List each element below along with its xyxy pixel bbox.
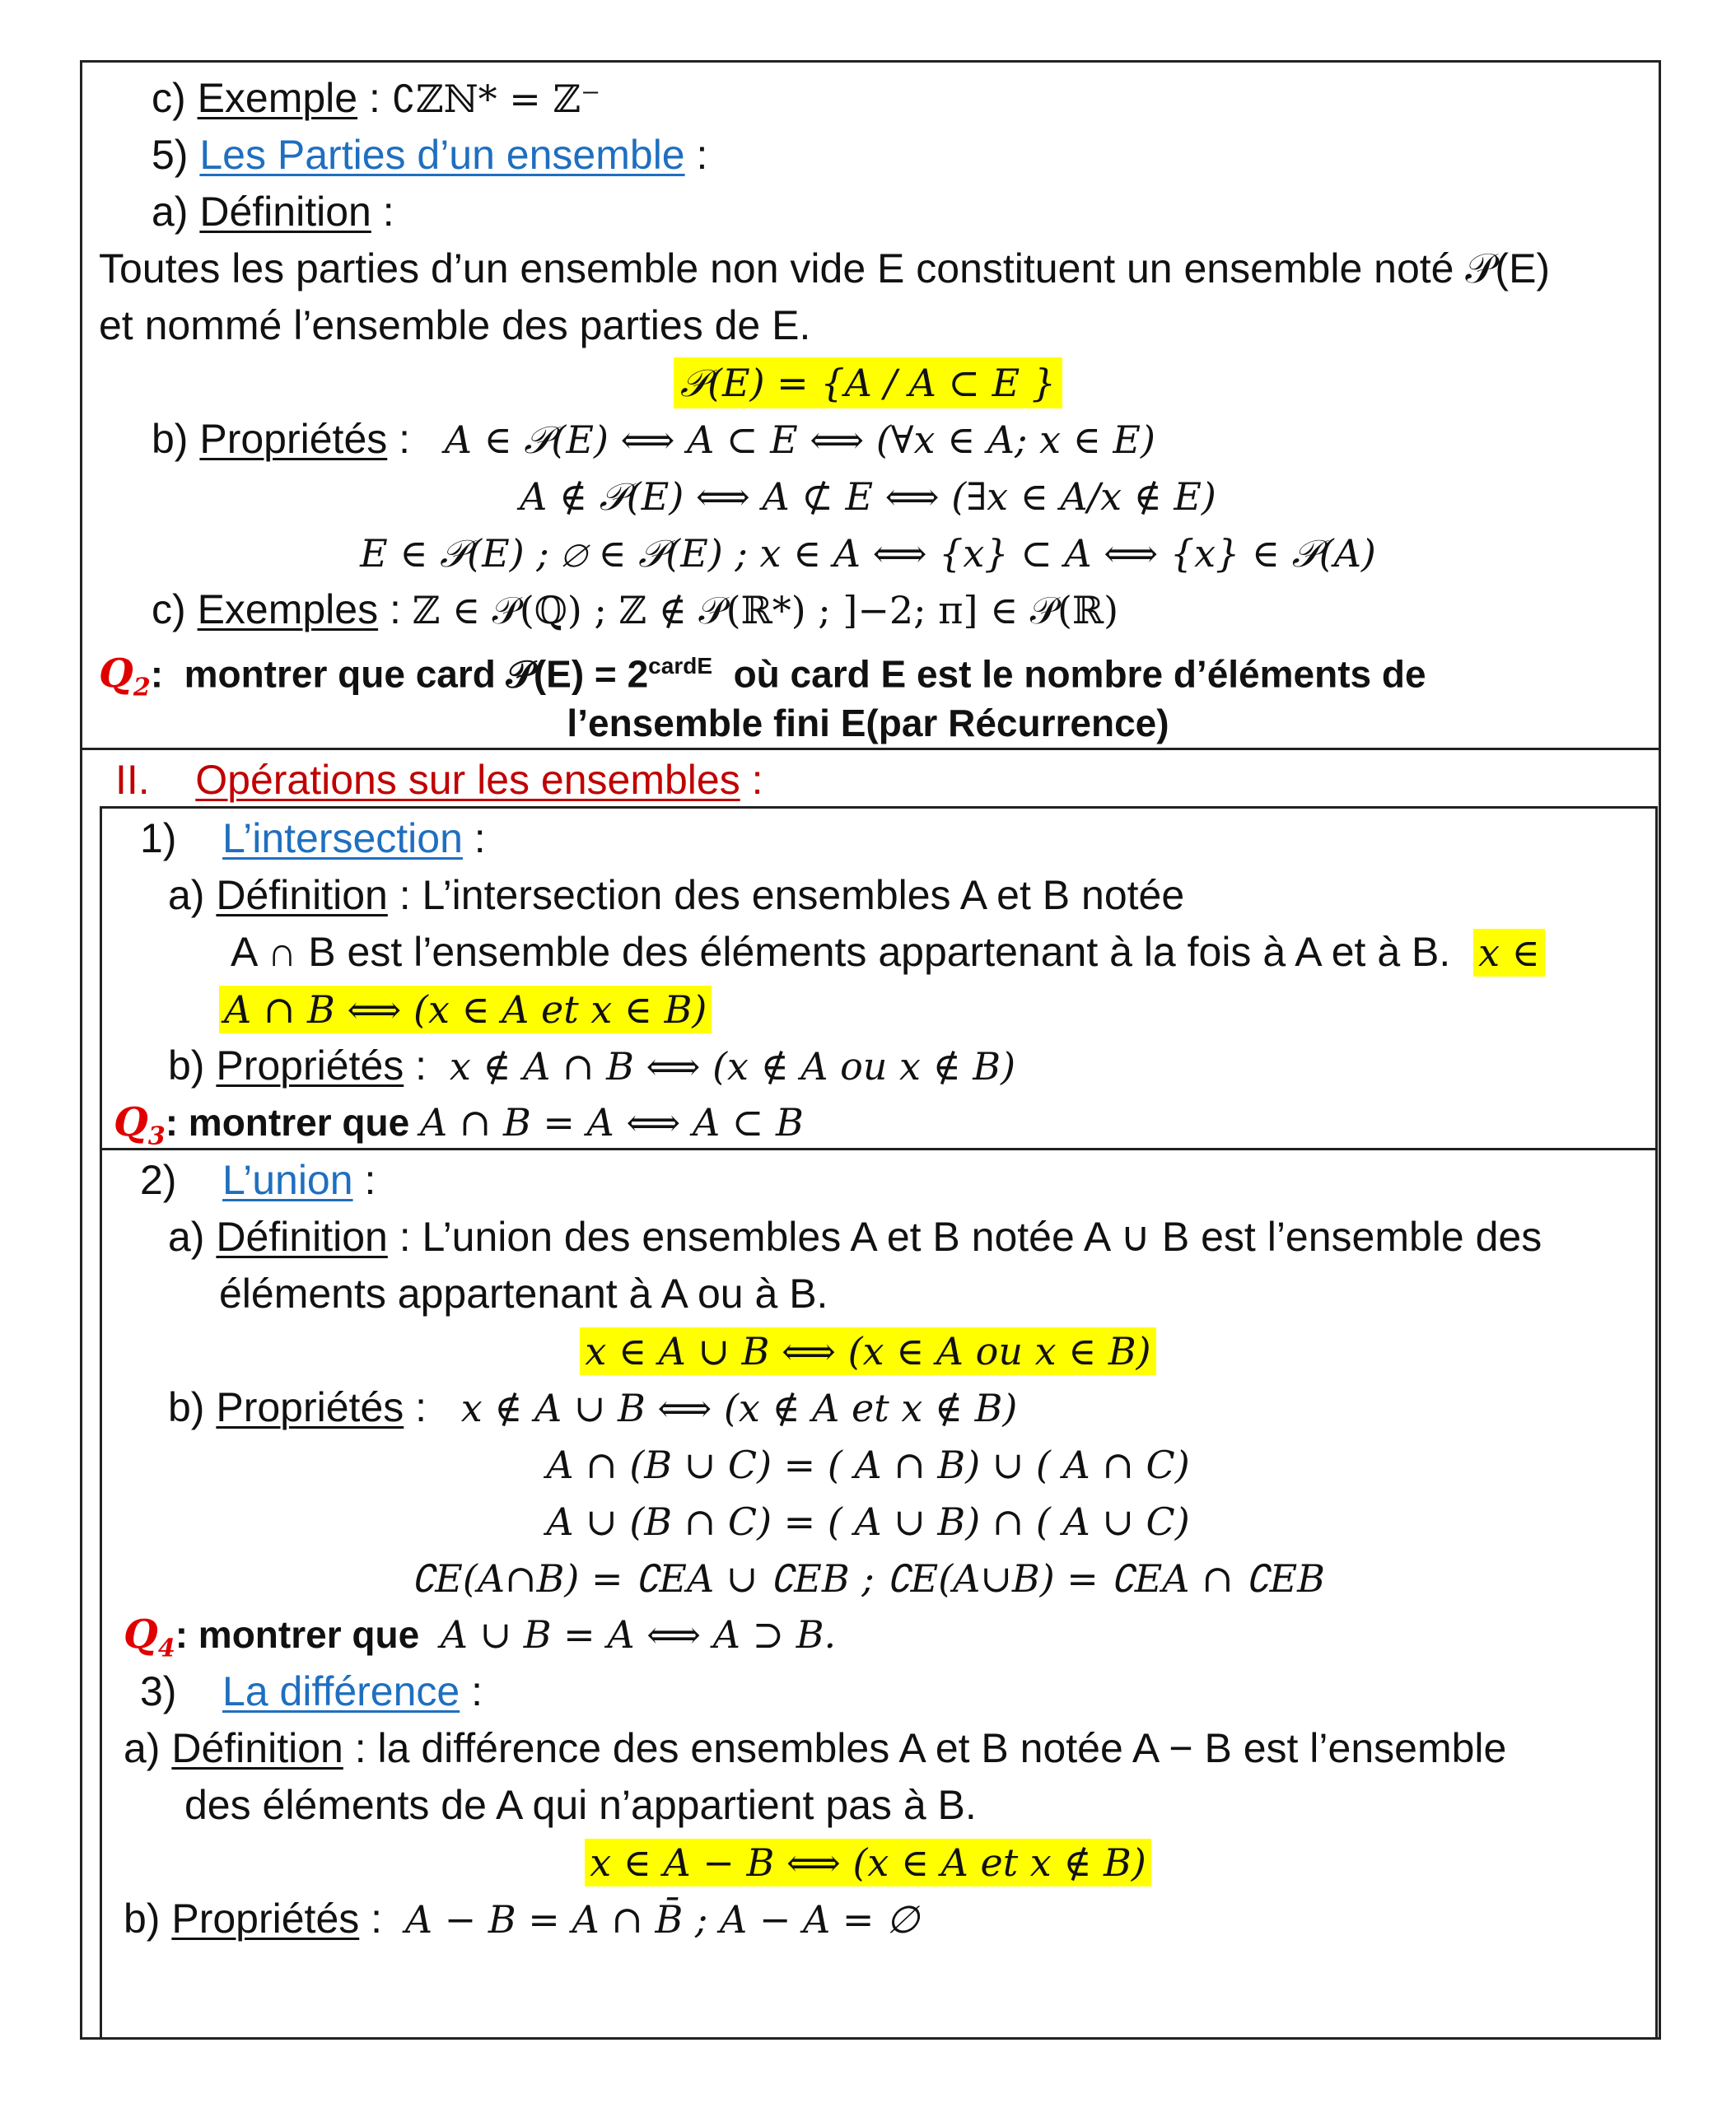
- section-5-title: Les Parties d’un ensemble: [199, 132, 685, 178]
- intersection-def-line-1: a) Définition : L’intersection des ensembles A et B notée: [168, 872, 1185, 918]
- definition-heading: a) Définition :: [152, 189, 394, 235]
- section-II-heading: II. Opérations sur les ensembles :: [115, 757, 763, 803]
- examples-line: c) Exemples : ℤ ∈ 𝒫(ℚ) ; ℤ ∉ 𝒫(ℝ*) ; ]−2; π] ∈ 𝒫(ℝ): [152, 586, 1119, 632]
- properties-line-2: A ∉ 𝒫(E) ⟺ A ⊄ E ⟺ (∃x ∈ A/x ∉ E): [520, 474, 1216, 519]
- question-3-label: $Q_3$: [114, 1099, 166, 1151]
- difference-title: La différence: [222, 1668, 460, 1714]
- intersection-def-line-2: A ∩ B est l’ensemble des éléments appartenant à la fois à A et à B. x ∈: [231, 925, 1545, 980]
- union-formula-line: [82, 1323, 1654, 1378]
- definition-word: Définition: [199, 189, 371, 235]
- union-def-line-2: éléments appartenant à A ou à B.: [219, 1271, 828, 1317]
- difference-heading: 3) La différence :: [140, 1668, 483, 1714]
- question-3-line: $Q_3$: montrer que A ∩ B = A ⟺ A ⊂ B: [114, 1099, 804, 1151]
- difference-prop-line: b) Propriétés : A − B = A ∩ B̄ ; A − A = ∅: [124, 1896, 920, 1942]
- union-prop-line-4: ∁E(A∩B) = ∁EA ∪ ∁EB ; ∁E(A∪B) = ∁EA ∩ ∁EB: [411, 1556, 1325, 1601]
- section-II-title: Opérations sur les ensembles: [195, 757, 740, 803]
- exemple-math: ∁ℤℕ* = ℤ⁻: [391, 77, 601, 121]
- intersection-formula: A ∩ B ⟺ (x ∈ A et x ∈ B): [219, 986, 712, 1033]
- definition-text-1: Toutes les parties d’un ensemble non vide E constituent un ensemble noté 𝒫(E): [99, 245, 1551, 291]
- union-title: L’union: [222, 1157, 353, 1203]
- exemple-line: c) Exemple : ∁ℤℕ* = ℤ⁻: [152, 75, 601, 121]
- exemple-word: Exemple: [197, 75, 358, 121]
- question-4-label: $Q_4$: [124, 1611, 175, 1663]
- section-5-heading: 5) Les Parties d’un ensemble :: [152, 132, 708, 178]
- definition-text-2: et nommé l’ensemble des parties de E.: [99, 302, 811, 348]
- union-prop-line-2: A ∩ (B ∪ C) = ( A ∩ B) ∪ ( A ∩ C): [546, 1443, 1190, 1487]
- properties-word: Propriétés: [199, 416, 388, 462]
- parts-formula: 𝒫(E) = {A / A ⊂ E }: [674, 357, 1062, 408]
- question-2-line-1: $Q_2$: montrer que card 𝒫(E) = $2^{cardE}$ où card E est le nombre d’éléments de: [99, 651, 1426, 702]
- examples-word: Exemples: [197, 586, 379, 632]
- question-2-line-2: l’ensemble fini E(par Récurrence): [567, 702, 1169, 744]
- properties-line-3: E ∈ 𝒫(E) ; ∅ ∈ 𝒫(E) ; x ∈ A ⟺ {x} ⊂ A ⟺ {x} ∈ 𝒫(A): [360, 531, 1376, 576]
- parts-formula-line: [82, 355, 1654, 410]
- difference-formula-line: [82, 1835, 1654, 1890]
- difference-formula: x ∈ A − B ⟺ (x ∈ A et x ∉ B): [585, 1839, 1151, 1886]
- union-prop-line-1: b) Propriétés : x ∉ A ∪ B ⟺ (x ∉ A et x ∉ B): [168, 1384, 1018, 1430]
- question-4-line: $Q_4$: montrer que A ∪ B = A ⟺ A ⊃ B.: [124, 1611, 837, 1663]
- properties-line-1: b) Propriétés : A ∈ 𝒫(E) ⟺ A ⊂ E ⟺ (∀x ∈ A; x ∈ E): [152, 416, 1155, 462]
- union-formula: x ∈ A ∪ B ⟺ (x ∈ A ou x ∈ B): [580, 1327, 1155, 1375]
- question-2-label: $Q_2$: [99, 651, 151, 702]
- union-def-line-1: a) Définition : L’union des ensembles A et B notée A ∪ B est l’ensemble des: [168, 1214, 1542, 1260]
- difference-def-line-1: a) Définition : la différence des ensembles A et B notée A − B est l’ensemble: [124, 1725, 1507, 1771]
- intersection-def-line-3: [219, 982, 712, 1037]
- union-prop-line-3: A ∪ (B ∩ C) = ( A ∪ B) ∩ ( A ∪ C): [546, 1499, 1190, 1544]
- union-heading: 2) L’union :: [140, 1157, 376, 1203]
- intersection-title: L’intersection: [222, 815, 463, 861]
- difference-def-line-2: des éléments de A qui n’appartient pas à B.: [184, 1782, 977, 1828]
- intersection-heading: 1) L’intersection :: [140, 815, 486, 861]
- intersection-prop-line: b) Propriétés : x ∉ A ∩ B ⟺ (x ∉ A ou x ∉ B): [168, 1042, 1016, 1089]
